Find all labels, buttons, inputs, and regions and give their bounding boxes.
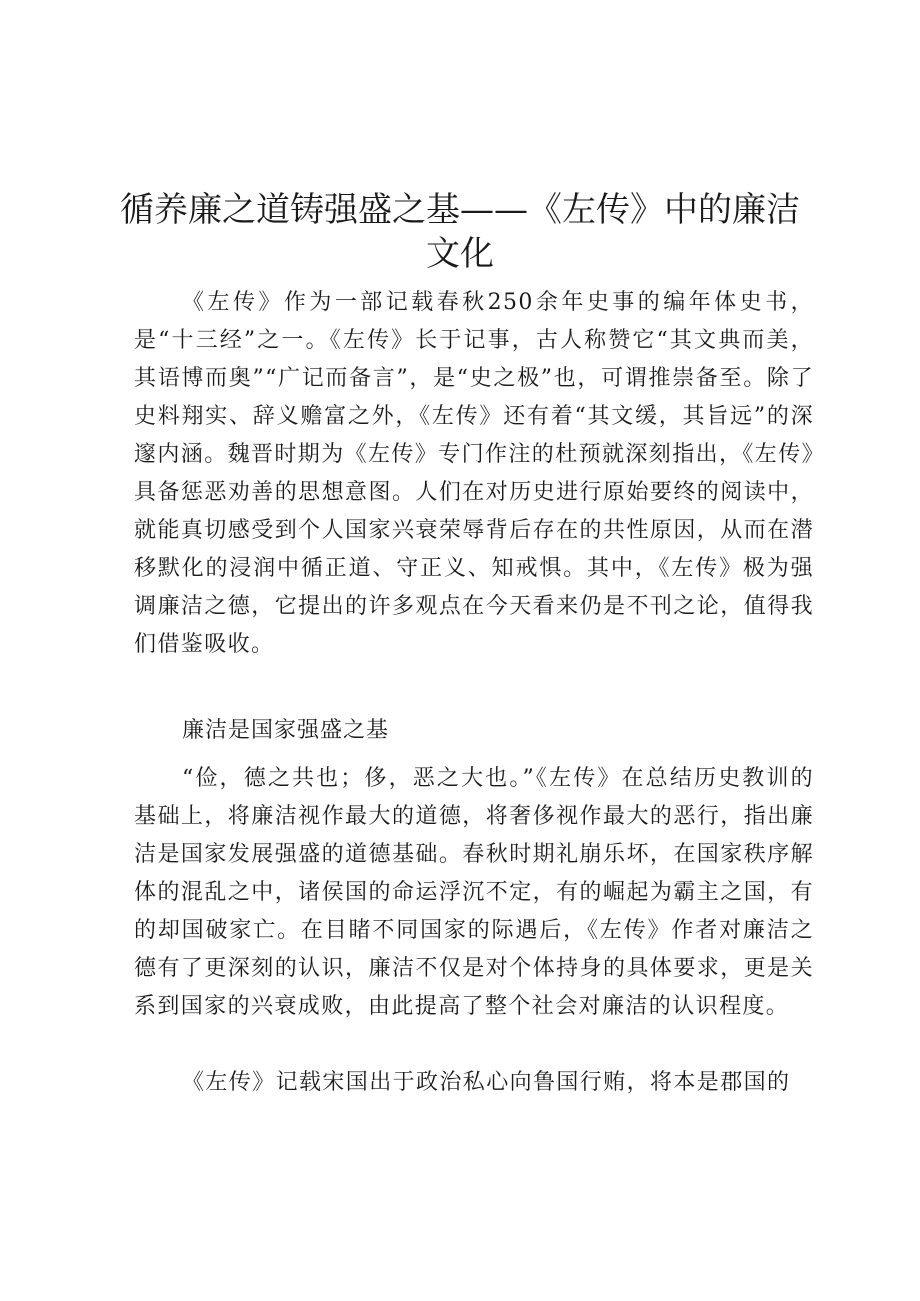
body-paragraph-frugality: “俭，德之共也；侈，恶之大也。”《左传》在总结历史教训的基础上，将廉洁视作最大的道德，将奢侈视作最大的恶行，指出廉洁是国家发展强盛的道德基础。春秋时期礼崩乐坏，在国家秩序解体的混乱之中，诸侯国的命运浮沉不定，有的崛起为霸主之国，有的却国破家亡。在目睹不同国家的际遇后，《左传》作者对廉洁之德有了更深刻的认识，廉洁不仅是对个体持身的具体要求，更是关系到国家的兴衰成败，由此提高了整个社会对廉洁的认识程度。 <box>134 766 814 1019</box>
body-paragraph-intro: 《左传》作为一部记载春秋250余年史事的编年体史书，是“十三经”之一。《左传》长于记事，古人称赞它“其文典而美，其语博而奥”“广记而备言”，是“史之极”也，可谓推崇备至。除了史料翔实、辞义赡富之外，《左传》还有着“其文缓，其旨远”的深邃内涵。魏晋时期为《左传》专门作注的杜预就深刻指出，《左传》具备惩恶劝善的思想意图。人们在对历史进行原始要终的阅读中，就能真切感受到个人国家兴衰荣辱背后存在的共性原因，从而在潜移默化的浸润中循正道、守正义、知戒惧。其中，《左传》极为强调廉洁之德，它提出的许多观点在今天看来仍是不刊之论，值得我们借鉴吸收。 <box>134 290 815 657</box>
body-paragraph-song-bribe: 《左传》记载宋国出于政治私心向鲁国行贿，将本是郡国的 <box>182 1070 791 1095</box>
document-title-line-2: 文化 <box>426 234 494 274</box>
section-heading: 廉洁是国家强盛之基 <box>182 718 390 743</box>
document-title-line-1: 循养廉之道铸强盛之基——《左传》中的廉洁 <box>120 190 800 230</box>
